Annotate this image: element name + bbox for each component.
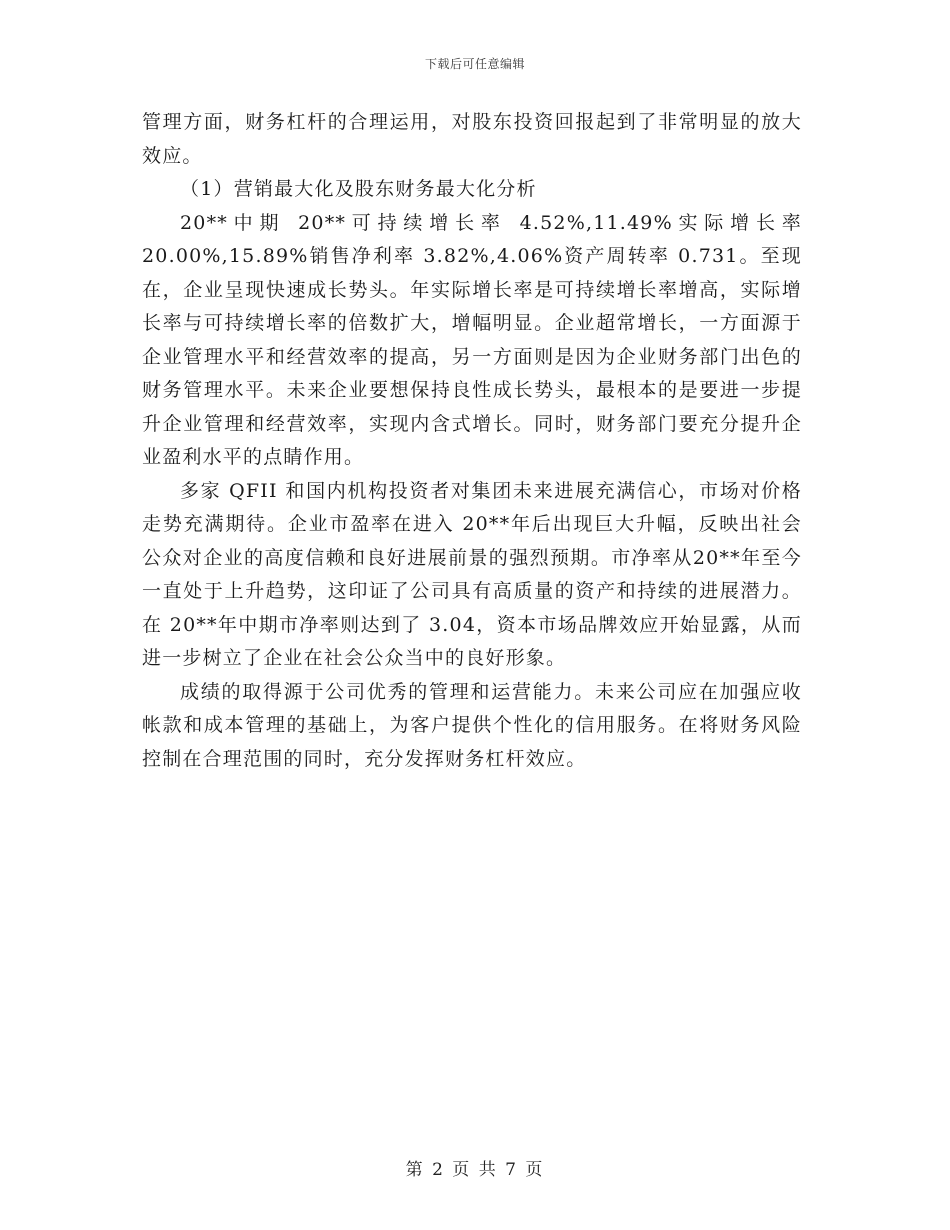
paragraph-growth-analysis: 20**中期 20**可持续增长率 4.52%,11.49%实际增长率20.00%,15.89%销售净利率 3.82%,4.06%资产周转率 0.731。至现在，企业呈现快速成长势头。年实际增长率是可持续增长率增高，实际增长率与可持续增长率的倍数扩大，增幅明显。企业超常增长，一方面源于企业管理水平和经营效率的提高，另一方面则是因为企业财务部门出色的财务管理水平。未来企业要想保持良性成长势头，最根本的是要进一步提升企业管理和经营效率，实现内含式增长。同时，财务部门要充分提升企业盈利水平的点睛作用。 <box>142 211 802 468</box>
section-heading: （1）营销最大化及股东财务最大化分析 <box>180 178 537 200</box>
header-note: 下载后可任意编辑 <box>424 57 525 71</box>
document-body <box>142 106 802 776</box>
paragraph-conclusion: 成绩的取得源于公司优秀的管理和运营能力。未来公司应在加强应收帐款和成本管理的基础上，为客户提供个性化的信用服务。在将财务风险控制在合理范围的同时，充分发挥财务杠杆效应。 <box>142 680 802 770</box>
paragraph-continuation: 管理方面，财务杠杆的合理运用，对股东投资回报起到了非常明显的放大效应。 <box>142 111 802 167</box>
paragraph-investor-confidence: 多家 QFII 和国内机构投资者对集团未来进展充满信心，市场对价格走势充满期待。企业市盈率在进入 20**年后出现巨大升幅，反映出社会公众对企业的高度信赖和良好进展前景的强烈预期。市净率从20**年至今一直处于上升趋势，这印证了公司具有高质量的资产和持续的进展潜力。在 20**年中期市净率则达到了 3.04，资本市场品牌效应开始显露，从而进一步树立了企业在社会公众当中的良好形象。 <box>142 479 802 669</box>
page-number: 第 2 页 共 7 页 <box>405 1160 545 1180</box>
